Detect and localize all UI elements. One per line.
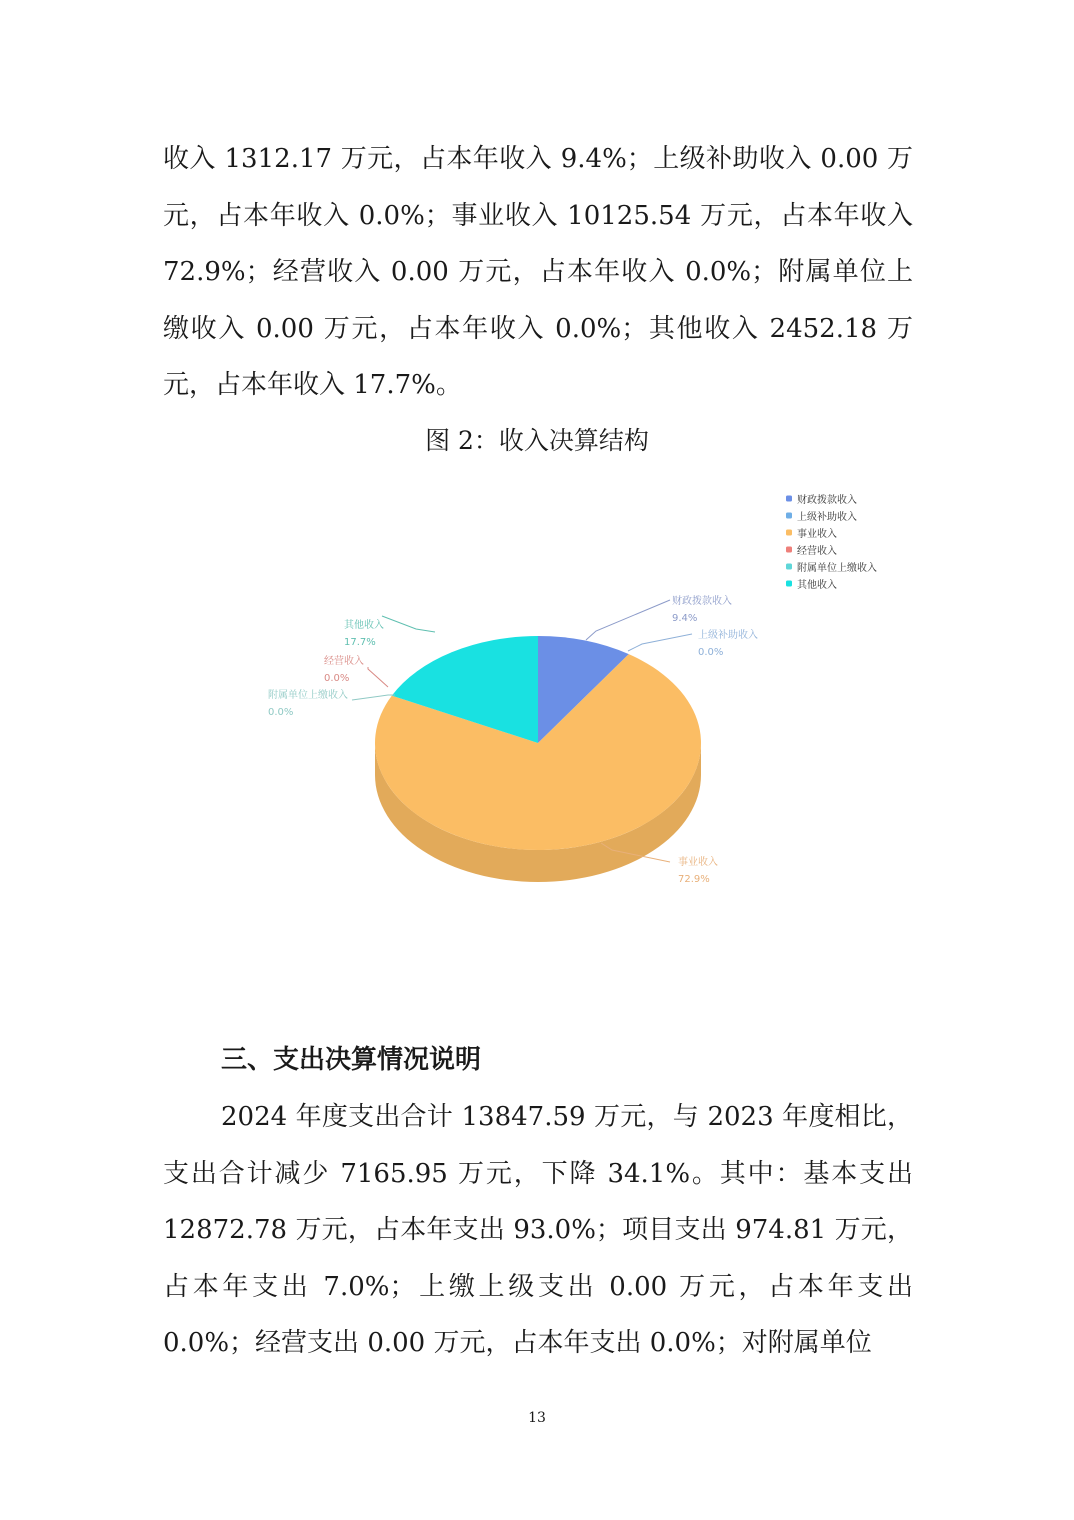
legend-marker-0 [786,496,792,502]
callout-name-5: 其他收入 [344,620,384,631]
income-structure-pie-chart [240,480,920,910]
legend-label-0: 财政拨款收入 [797,495,857,506]
callout-line-1 [628,634,692,651]
callout-name-0: 财政拨款收入 [672,596,732,607]
legend-marker-2 [786,530,792,536]
legend-label-2: 事业收入 [797,529,837,540]
callout-value-1: 0.0% [698,647,724,658]
callout-name-1: 上级补助收入 [698,630,758,641]
callout-line-0 [586,600,670,640]
callout-value-4: 0.0% [268,707,294,718]
callout-name-4: 附属单位上缴收入 [268,690,348,701]
legend-label-1: 上级补助收入 [797,512,857,523]
page-number: 13 [528,1410,546,1426]
callout-line-3 [368,667,388,687]
callout-value-5: 17.7% [344,637,376,648]
callout-value-3: 0.0% [324,673,350,684]
callout-value-0: 9.4% [672,613,698,624]
paragraph-expenditure-summary [163,1089,913,1372]
callout-value-2: 72.9% [678,874,710,885]
figure-caption: 图 2：收入决算结构 [425,426,649,455]
paragraph-expenditure-text: 2024 年度支出合计 13847.59 万元，与 2023 年度相比，支出合计减少 7165.95 万元，下降 34.1%。其中：基本支出 12872.78 万元，占本年支出 93.0%；项目支出 974.81 万元，占本年支出 7.0%；上缴上级支出 0.00 万元，占本年支出 0.0%；经营支出 0.00 万元，占本年支出 0.0%；对附属单位 [163,1102,913,1358]
callout-line-4 [352,695,395,700]
legend-marker-1 [786,513,792,519]
callout-name-3: 经营收入 [324,656,364,667]
legend-marker-4 [786,564,792,570]
legend-label-3: 经营收入 [797,546,837,557]
paragraph-income-detail: 收入 1312.17 万元，占本年收入 9.4%；上级补助收入 0.00 万元，占本年收入 0.0%；事业收入 10125.54 万元，占本年收入 72.9%；经营收入 0.00 万元，占本年收入 0.0%；附属单位上缴收入 0.00 万元，占本年收入 0.0%；其他收入 2452.18 万元，占本年收入 17.7%。 [163,144,913,400]
legend-marker-5 [786,581,792,587]
section-heading: 三、支出决算情况说明 [221,1045,482,1075]
callout-line-5 [382,616,435,632]
legend-marker-3 [786,547,792,553]
legend-label-4: 附属单位上缴收入 [797,563,877,574]
callout-name-2: 事业收入 [678,857,718,868]
legend-label-5: 其他收入 [797,580,837,591]
